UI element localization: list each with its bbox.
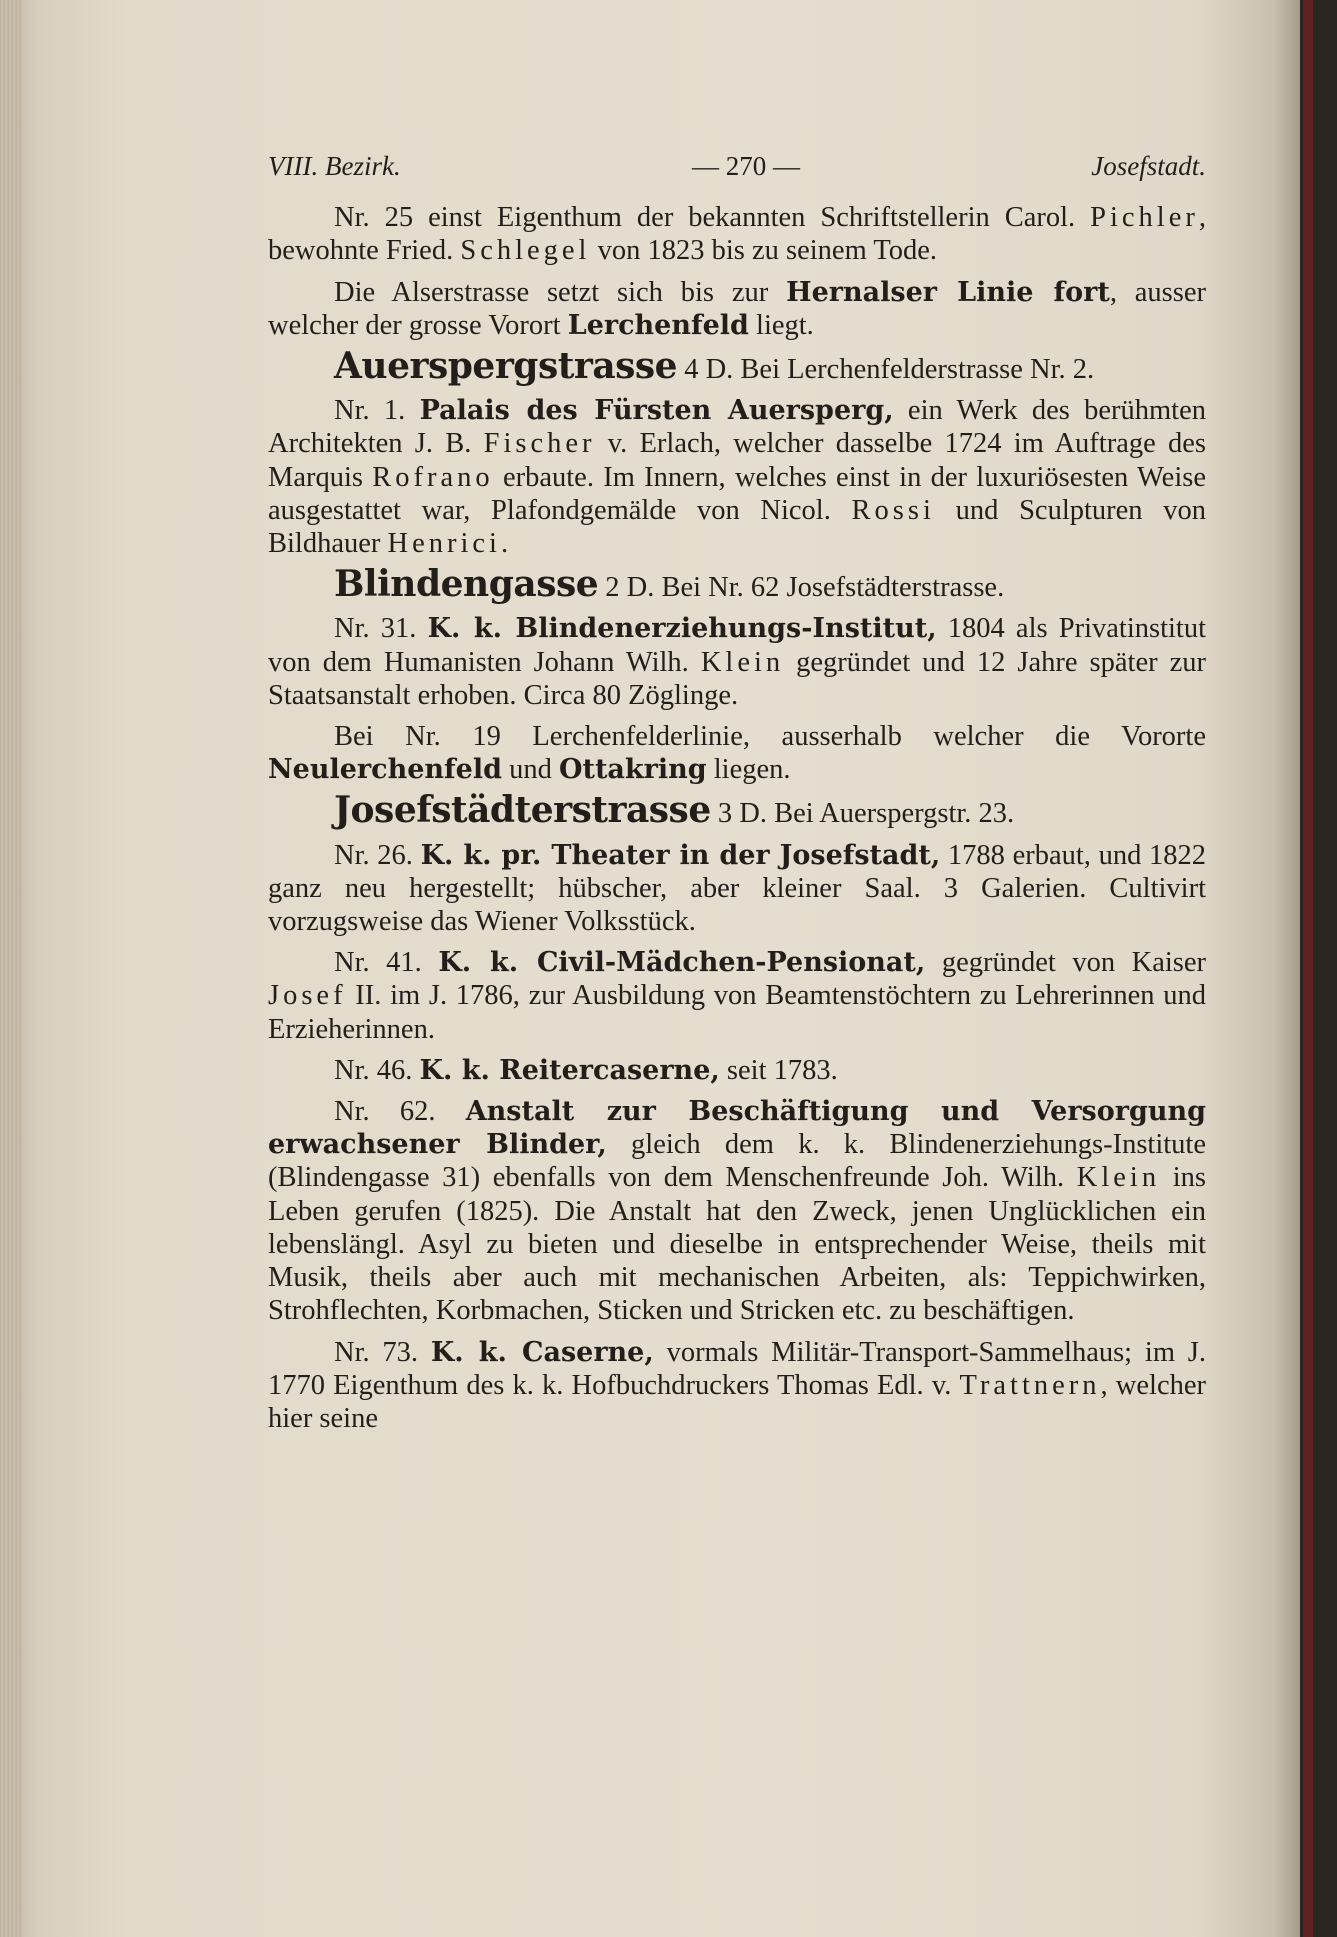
text-run: Nr. 1. [334, 395, 420, 427]
text-run: vormals Militär-Transport-Sammelhaus; im J. 1770 Eigenthum des k. k. Hofbuchdruckers Thomas Edl. v. [268, 1336, 1206, 1401]
page-binding [0, 0, 22, 1937]
text-run: 2 D. Bei Nr. 62 Josefstädterstrasse. [598, 572, 1005, 604]
street-heading: Auerspergstrasse [334, 345, 678, 388]
page-content [268, 150, 1206, 1443]
text-run: , ausser welcher der grosse Vorort [268, 276, 1207, 341]
paragraph-p7 [268, 720, 1206, 786]
bold-term: K. k. Blindenerziehungs-Institut, [427, 613, 937, 645]
paragraph-p4 [268, 394, 1206, 560]
bold-term: Anstalt zur Beschäftigung und Versorgung erwachsener Blinder, [268, 1096, 1207, 1161]
text-run: seit 1783. [719, 1054, 838, 1086]
paragraph-p11 [268, 1054, 1206, 1087]
paragraph-p8 [268, 789, 1206, 832]
text-run: und Sculpturen von Bildhauer [268, 494, 1206, 560]
text-run: 4 D. Bei Lerchenfelderstrasse Nr. 2. [677, 354, 1095, 386]
paragraph-p9 [268, 839, 1206, 939]
street-heading: Josefstädterstrasse [334, 789, 711, 832]
bold-term: K. k. Caserne, [430, 1336, 654, 1368]
text-run: 1788 erbaut, und 1822 ganz neu hergestellt; hübscher, aber kleiner Saal. 3 Galerien. Cultivirt vorzugsweise das Wiener Volksstück. [268, 839, 1206, 938]
bold-term: K. k. pr. Theater in der Josefstadt, [420, 839, 941, 871]
street-heading: Blindengasse [334, 563, 599, 606]
bold-term: Neulerchenfeld [268, 754, 502, 786]
text-run: erbaute. Im Innern, welches einst in der luxuriösesten Weise ausgestattet war, Plafondgemälde von Nicol. [268, 461, 1206, 526]
text-run: II. im J. 1786, zur Ausbildung von Beamtenstöchtern zu Lehrerinnen und Erzieherinnen. [268, 980, 1206, 1045]
text-run: gegründet von Kaiser [925, 947, 1207, 979]
paragraph-p1 [268, 201, 1206, 267]
text-run: von 1823 bis zu seinem Tode. [590, 235, 938, 267]
text-run: und [501, 754, 559, 786]
body-text [268, 201, 1206, 1435]
spaced-name: Schlegel [460, 235, 591, 267]
paragraph-p2 [268, 276, 1206, 342]
text-run: , welcher hier seine [268, 1369, 1206, 1434]
text-run: Nr. 41. [334, 947, 439, 979]
text-run: Nr. 25 einst Eigenthum der bekannten Schriftstellerin Carol. [334, 202, 1091, 234]
running-header [268, 150, 1206, 183]
text-run: , bewohnte Fried. [268, 202, 1206, 267]
spaced-name: Pichler [1090, 202, 1199, 234]
header-district: VIII. Bezirk. [268, 151, 401, 181]
text-run: liegt. [748, 309, 814, 341]
paragraph-p3 [268, 345, 1206, 388]
bold-term: Ottakring [558, 754, 707, 786]
text-run: Nr. 62. [334, 1096, 466, 1128]
text-run: Die Alserstrasse setzt sich bis zur [334, 276, 787, 308]
spaced-name: Rossi [851, 494, 935, 526]
bold-term: K. k. Reitercaserne, [419, 1054, 720, 1086]
text-run: ins Leben gerufen (1825). Die Anstalt hat den Zweck, jenen Unglücklichen ein lebenslängl. Asyl zu bieten und dieselbe in entsprechender Weise, theils mit Musik, theils aber auch mit mechanischen Arbeiten, als: Teppichwirken, Strohflechten, Korbmachen, Sticken und Stricken etc. zu beschäftigen. [268, 1162, 1206, 1327]
text-run: 1804 als Privatinstitut von dem Humanisten Johann Wilh. [268, 613, 1207, 678]
bold-term: K. k. Civil-Mädchen-Pensionat, [438, 947, 926, 979]
paragraph-p13 [268, 1336, 1206, 1436]
text-run: ein Werk des berühmten Architekten J. B. [268, 395, 1206, 460]
text-run: 3 D. Bei Auerspergstr. 23. [710, 798, 1015, 830]
text-run: Nr. 31. [334, 613, 428, 645]
text-run: Nr. 46. [334, 1054, 420, 1086]
paragraph-p12 [268, 1095, 1206, 1327]
text-run: Bei Nr. 19 Lerchenfelderlinie, ausserhalb welcher die Vororte [334, 721, 1206, 753]
text-run: gleich dem k. k. Blindenerziehungs-Institute (Blindengasse 31) ebenfalls von dem Menschenfreunde Joh. Wilh. [268, 1129, 1206, 1194]
page-number: — 270 — [691, 151, 800, 181]
spaced-name: Trattnern [959, 1369, 1101, 1401]
bold-term: Hernalser Linie fort [786, 276, 1110, 308]
paragraph-p5 [268, 563, 1206, 606]
book-edge [1300, 0, 1337, 1937]
edge-strip [1303, 0, 1313, 1937]
bold-term: Palais des Fürsten Auersperg, [419, 395, 894, 427]
text-run: gegründet und 12 Jahre später zur Staatsanstalt erhoben. Circa 80 Zöglinge. [268, 646, 1206, 711]
paragraph-p10 [268, 946, 1206, 1046]
text-run: Nr. 73. [334, 1336, 431, 1368]
spaced-name: Henrici [387, 528, 501, 560]
text-run: v. Erlach, welcher dasselbe 1724 im Auftrage des Marquis [268, 428, 1206, 493]
spaced-name: Fischer [483, 428, 596, 460]
text-run: liegen. [706, 754, 791, 786]
spaced-name: Klein [700, 646, 785, 678]
text-run: Nr. 26. [334, 839, 421, 871]
header-section: Josefstadt. [1091, 151, 1206, 181]
spaced-name: Josef [268, 980, 347, 1012]
spaced-name: Klein [1076, 1162, 1161, 1194]
paragraph-p6 [268, 612, 1206, 712]
bold-term: Lerchenfeld [567, 309, 749, 341]
text-run: . [500, 528, 509, 560]
spaced-name: Rofrano [372, 461, 494, 493]
